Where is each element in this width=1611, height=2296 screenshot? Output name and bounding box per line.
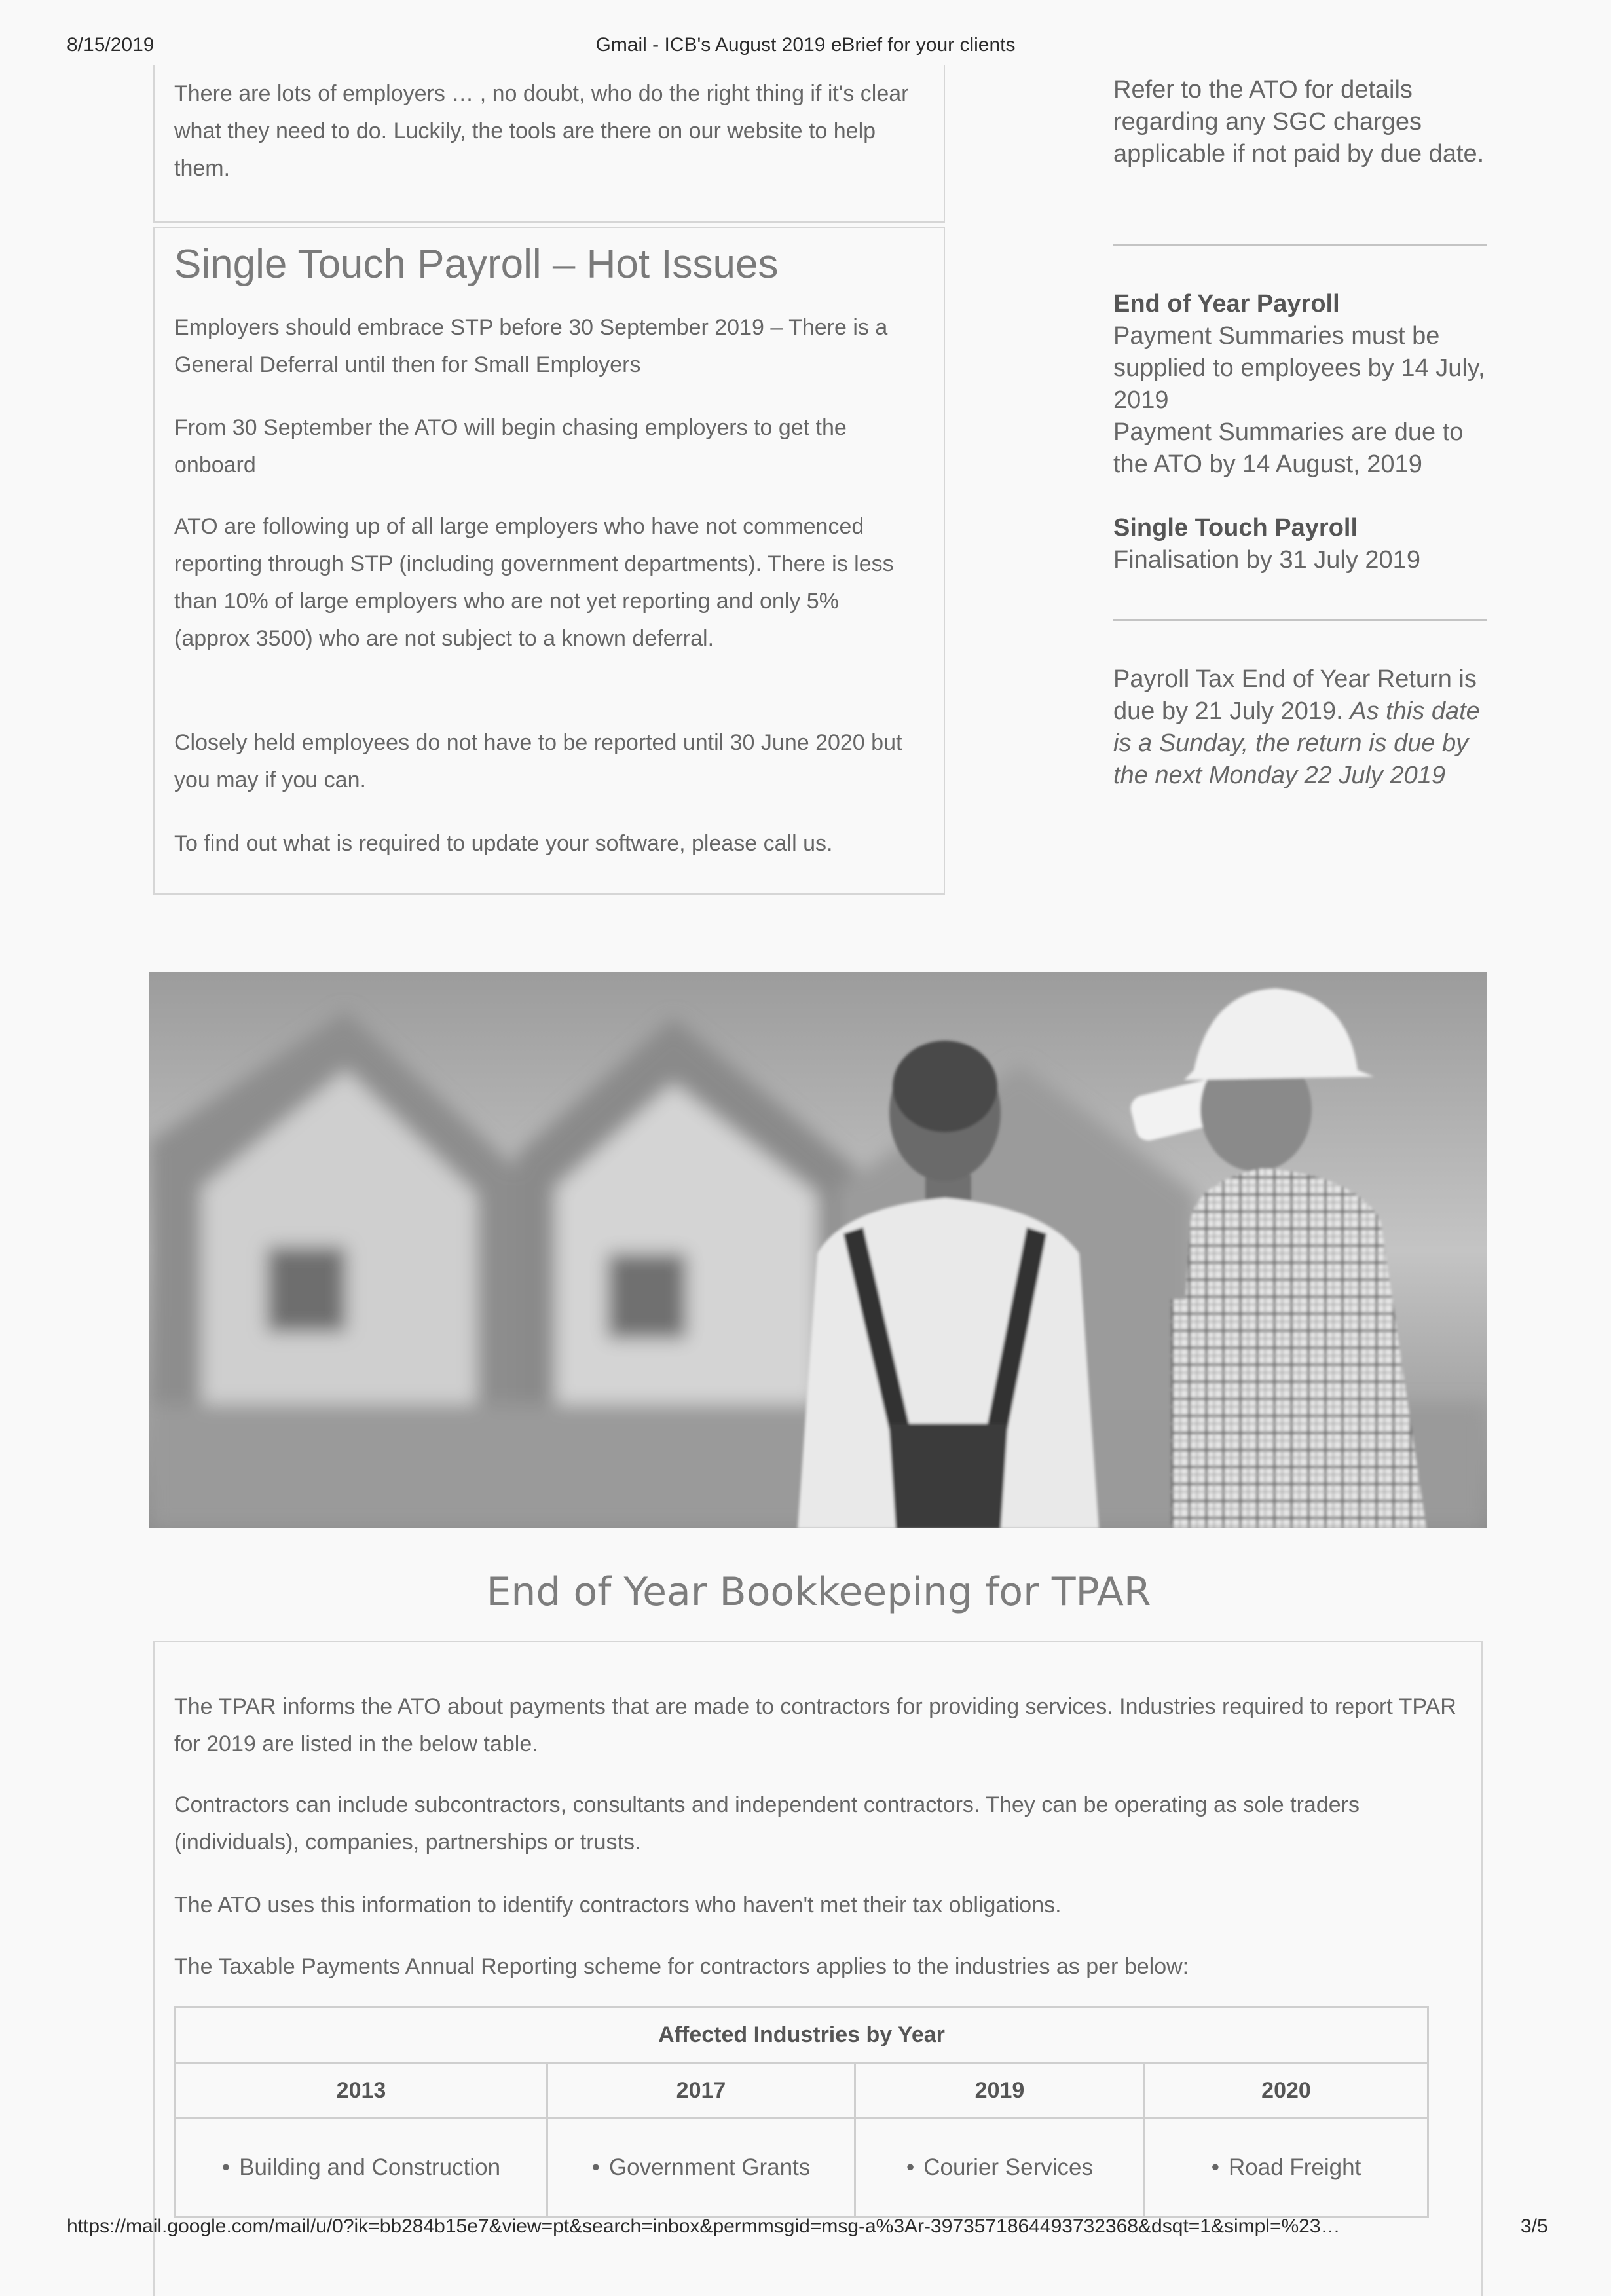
payroll-tax-text: Payroll Tax End of Year Return is due by 21 July 2019. bbox=[1113, 665, 1477, 725]
stp-finalisation-line: Finalisation by 31 July 2019 bbox=[1113, 546, 1420, 574]
print-date: 8/15/2019 bbox=[67, 34, 155, 56]
stp-heading: Single Touch Payroll – Hot Issues bbox=[174, 242, 779, 287]
table-cell: • Building and Construction bbox=[176, 2119, 547, 2217]
eoy-payroll-line-2: Payment Summaries are due to the ATO by 14 August, 2019 bbox=[1113, 418, 1464, 478]
tpar-paragraph-4: The Taxable Payments Annual Reporting scheme for contractors applies to the industries as per below: bbox=[174, 1954, 1189, 1979]
tpar-heading: End of Year Bookkeeping for TPAR bbox=[486, 1569, 1151, 1615]
sidebar-divider-1 bbox=[1113, 244, 1487, 246]
payroll-tax-block bbox=[1113, 663, 1493, 792]
stp-paragraph-2: From 30 September the ATO will begin chasing employers to get the onboard bbox=[174, 415, 847, 477]
tpar-industries-table bbox=[174, 2006, 1429, 2218]
eoy-payroll-title: End of Year Payroll bbox=[1113, 290, 1340, 318]
table-header-2017: 2017 bbox=[547, 2063, 855, 2119]
sgc-note: Refer to the ATO for details regarding any SGC charges applicable if not paid by due date. bbox=[1113, 76, 1485, 168]
tpar-paragraph-1: The TPAR informs the ATO about payments that are made to contractors for providing services. Industries required to report TPAR for 2019 are listed in the below table. bbox=[174, 1694, 1456, 1756]
stp-finalisation-title: Single Touch Payroll bbox=[1113, 514, 1358, 542]
stp-paragraph-1: Employers should embrace STP before 30 September 2019 – There is a General Deferral until then for Small Employers bbox=[174, 315, 888, 377]
print-url: https://mail.google.com/mail/u/0?ik=bb284b15e7&view=pt&search=inbox&permmsgid=msg-a%3Ar-3973571864493732368&dsqt=1&simpl=%23… bbox=[67, 2215, 1341, 2237]
print-title: Gmail - ICB's August 2019 eBrief for your clients bbox=[595, 34, 1016, 56]
stp-paragraph-3: ATO are following up of all large employers who have not commenced reporting through STP (including government departments). There is less than 10% of large employers who are not yet reporting and only 5% (approx 3500) who are not subject to a known deferral. bbox=[174, 514, 894, 651]
stp-finalisation-block bbox=[1113, 512, 1493, 576]
intro-box bbox=[153, 65, 945, 223]
table-header-2019: 2019 bbox=[855, 2063, 1145, 2119]
table-row bbox=[176, 2119, 1428, 2217]
eoy-payroll-line-1: Payment Summaries must be supplied to employees by 14 July, 2019 bbox=[1113, 322, 1485, 414]
tpar-paragraph-2: Contractors can include subcontractors, consultants and independent contractors. They can be operating as sole traders (individuals), companies, partnerships or trusts. bbox=[174, 1792, 1360, 1855]
eoy-payroll-block bbox=[1113, 288, 1493, 481]
sidebar-divider-2 bbox=[1113, 619, 1487, 621]
table-cell: • Courier Services bbox=[855, 2119, 1145, 2217]
table-header-2013: 2013 bbox=[176, 2063, 547, 2119]
workers-photo-illustration bbox=[149, 972, 1487, 1528]
page-number: 3/5 bbox=[1521, 2215, 1548, 2237]
stp-paragraph-4: Closely held employees do not have to be reported until 30 June 2020 but you may if you can. bbox=[174, 730, 902, 792]
stp-paragraph-5: To find out what is required to update your software, please call us. bbox=[174, 831, 833, 856]
table-header-2020: 2020 bbox=[1145, 2063, 1428, 2119]
tpar-paragraph-3: The ATO uses this information to identify contractors who haven't met their tax obligations. bbox=[174, 1893, 1062, 1917]
intro-text: There are lots of employers … , no doubt, who do the right thing if it's clear what they need to do. Luckily, the tools are there on our website to help them. bbox=[174, 81, 909, 181]
payroll-tax-note: As this date is a Sunday, the return is due by the next Monday 22 July 2019 bbox=[1113, 697, 1480, 789]
table-cell: • Road Freight bbox=[1145, 2119, 1428, 2217]
table-caption: Affected Industries by Year bbox=[176, 2007, 1428, 2063]
workers-photo bbox=[149, 972, 1487, 1528]
table-cell: • Government Grants bbox=[547, 2119, 855, 2217]
stp-box bbox=[153, 227, 945, 895]
